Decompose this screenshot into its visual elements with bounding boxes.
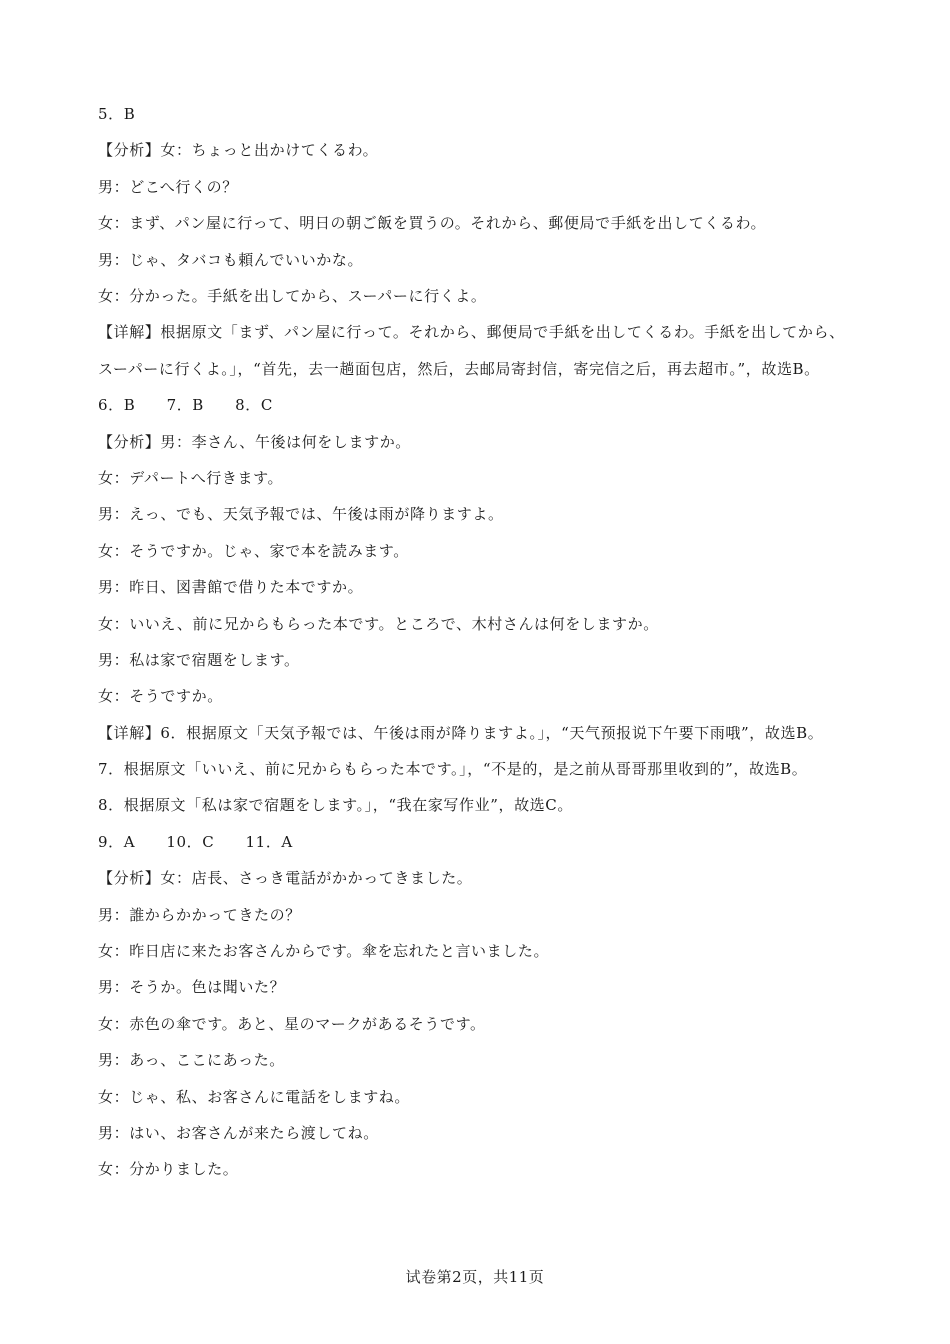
analysis-6-line-4: 女：そうですか。じゃ、家で本を読みます。	[98, 541, 409, 560]
explanation-5: 【详解】根据原文「まず、パン屋に行って。それから、郵便局で手紙を出してくるわ。手紙を出してから、スーパーに行くよ。」，“首先，去一趟面包店，然后，去邮局寄封信，寄完信之后，再去超市。”，故选B。	[98, 323, 845, 378]
explanation-8: 8．根据原文「私は家で宿題をします。」，“我在家写作业”，故选C。	[98, 796, 573, 815]
answer-5: 5．B	[98, 105, 136, 123]
analysis-9-line-9: 女：分かりました。	[98, 1160, 239, 1179]
analysis-6-line-7: 男：私は家で宿題をします。	[98, 650, 300, 669]
analysis-6-line-5: 男：昨日、図書館で借りた本ですか。	[98, 578, 364, 597]
analysis-6-line-6: 女：いいえ、前に兄からもらった本です。ところで、木村さんは何をしますか。	[98, 614, 659, 633]
analysis-9-line-2: 男：誰からかかってきたの？	[98, 905, 301, 924]
analysis-9-line-8: 男：はい、お客さんが来たら渡してね。	[98, 1123, 379, 1142]
page-body	[98, 96, 858, 1188]
analysis-6-line-8: 女：そうですか。	[98, 687, 223, 706]
analysis-5-line-5: 女：分かった。手紙を出してから、スーパーに行くよ。	[98, 286, 487, 305]
analysis-5-line-3: 女：まず、パン屋に行って、明日の朝ご飯を買うの。それから、郵便局で手紙を出してくるわ。	[98, 214, 767, 233]
analysis-6-line-2: 女：デパートへ行きます。	[98, 468, 284, 487]
analysis-5-line-1: 【分析】女：ちょっと出かけてくるわ。	[98, 141, 379, 160]
analysis-9-line-4: 男：そうか。色は聞いた？	[98, 978, 286, 997]
analysis-9-line-5: 女：赤色の傘です。あと、星のマークがあるそうです。	[98, 1014, 486, 1033]
analysis-5-line-2: 男：どこへ行くの？	[98, 177, 238, 196]
analysis-9-line-1: 【分析】女：店長、さっき電話がかかってきました。	[98, 869, 473, 888]
explanation-7: 7．根据原文「いいえ、前に兄からもらった本です。」，“不是的，是之前从哥哥那里收到的”，故选B。	[98, 760, 808, 779]
analysis-6-line-3: 男：えっ、でも、天気予報では、午後は雨が降りますよ。	[98, 505, 504, 524]
answers-9-11: 9．A 10．C 11．A	[98, 832, 293, 851]
page-footer: 试卷第2页，共11页	[405, 1268, 545, 1286]
explanation-6: 【详解】6．根据原文「天気予報では、午後は雨が降りますよ。」，“天气预报说下午要下雨哦”，故选B。	[98, 723, 824, 742]
analysis-5-line-4: 男：じゃ、タバコも頼んでいいかな。	[98, 250, 364, 269]
analysis-9-line-3: 女：昨日店に来たお客さんからです。傘を忘れたと言いました。	[98, 942, 550, 961]
answers-6-8: 6．B 7．B 8．C	[98, 396, 273, 415]
analysis-9-line-7: 女：じゃ、私、お客さんに電話をしますね。	[98, 1087, 411, 1106]
analysis-6-line-1: 【分析】男：李さん、午後は何をしますか。	[98, 432, 411, 451]
analysis-9-line-6: 男：あっ、ここにあった。	[98, 1051, 285, 1070]
